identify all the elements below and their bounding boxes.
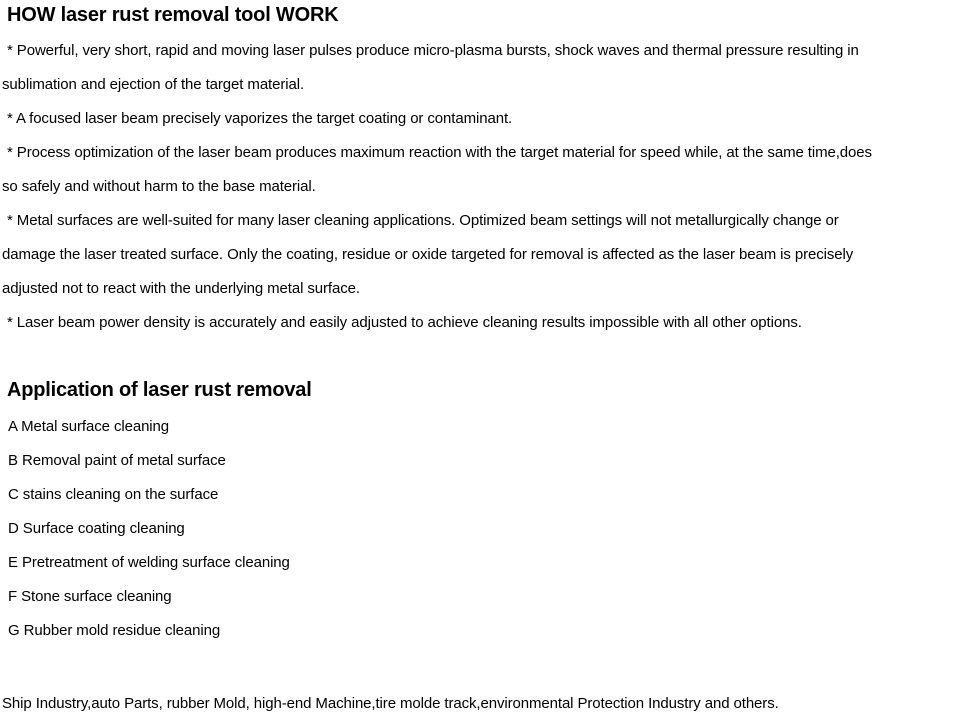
- application-list: [2, 410, 966, 648]
- bullet-continuation-line: so safely and without harm to the base material.: [2, 178, 316, 195]
- application-item: F Stone surface cleaning: [8, 588, 172, 605]
- bullet-continuation-line: damage the laser treated surface. Only the coating, residue or oxide targeted for removal is affected as the laser beam is precisely: [2, 246, 854, 263]
- bullet-continuation-line: sublimation and ejection of the target material.: [2, 76, 305, 93]
- bullet-line: * Laser beam power density is accurately and easily adjusted to achieve cleaning results impossible with all other options.: [7, 314, 802, 331]
- application-item: C stains cleaning on the surface: [8, 486, 219, 503]
- industries-line: Ship Industry,auto Parts, rubber Mold, high-end Machine,tire molde track,environmental Protection Industry and others.: [2, 695, 779, 712]
- bullet-continuation-line: adjusted not to react with the underlying metal surface.: [2, 280, 360, 297]
- application-item: D Surface coating cleaning: [8, 520, 185, 537]
- section-heading-application: Application of laser rust removal: [7, 379, 312, 401]
- application-item: A Metal surface cleaning: [8, 418, 170, 435]
- application-item: G Rubber mold residue cleaning: [8, 622, 221, 639]
- how-section-body: [2, 34, 966, 340]
- bullet-line: * Process optimization of the laser beam produces maximum reaction with the target material for speed while, at the same time,does: [7, 144, 872, 161]
- bullet-line: * A focused laser beam precisely vaporizes the target coating or contaminant.: [7, 110, 513, 127]
- bullet-line: * Metal surfaces are well-suited for many laser cleaning applications. Optimized beam settings will not metallurgically change or: [7, 212, 839, 229]
- application-item: B Removal paint of metal surface: [8, 452, 226, 469]
- application-item: E Pretreatment of welding surface cleaning: [8, 554, 290, 571]
- section-heading-how-it-works: HOW laser rust removal tool WORK: [7, 4, 339, 26]
- bullet-line: * Powerful, very short, rapid and moving laser pulses produce micro-plasma bursts, shock waves and thermal pressure resulting in: [7, 42, 859, 59]
